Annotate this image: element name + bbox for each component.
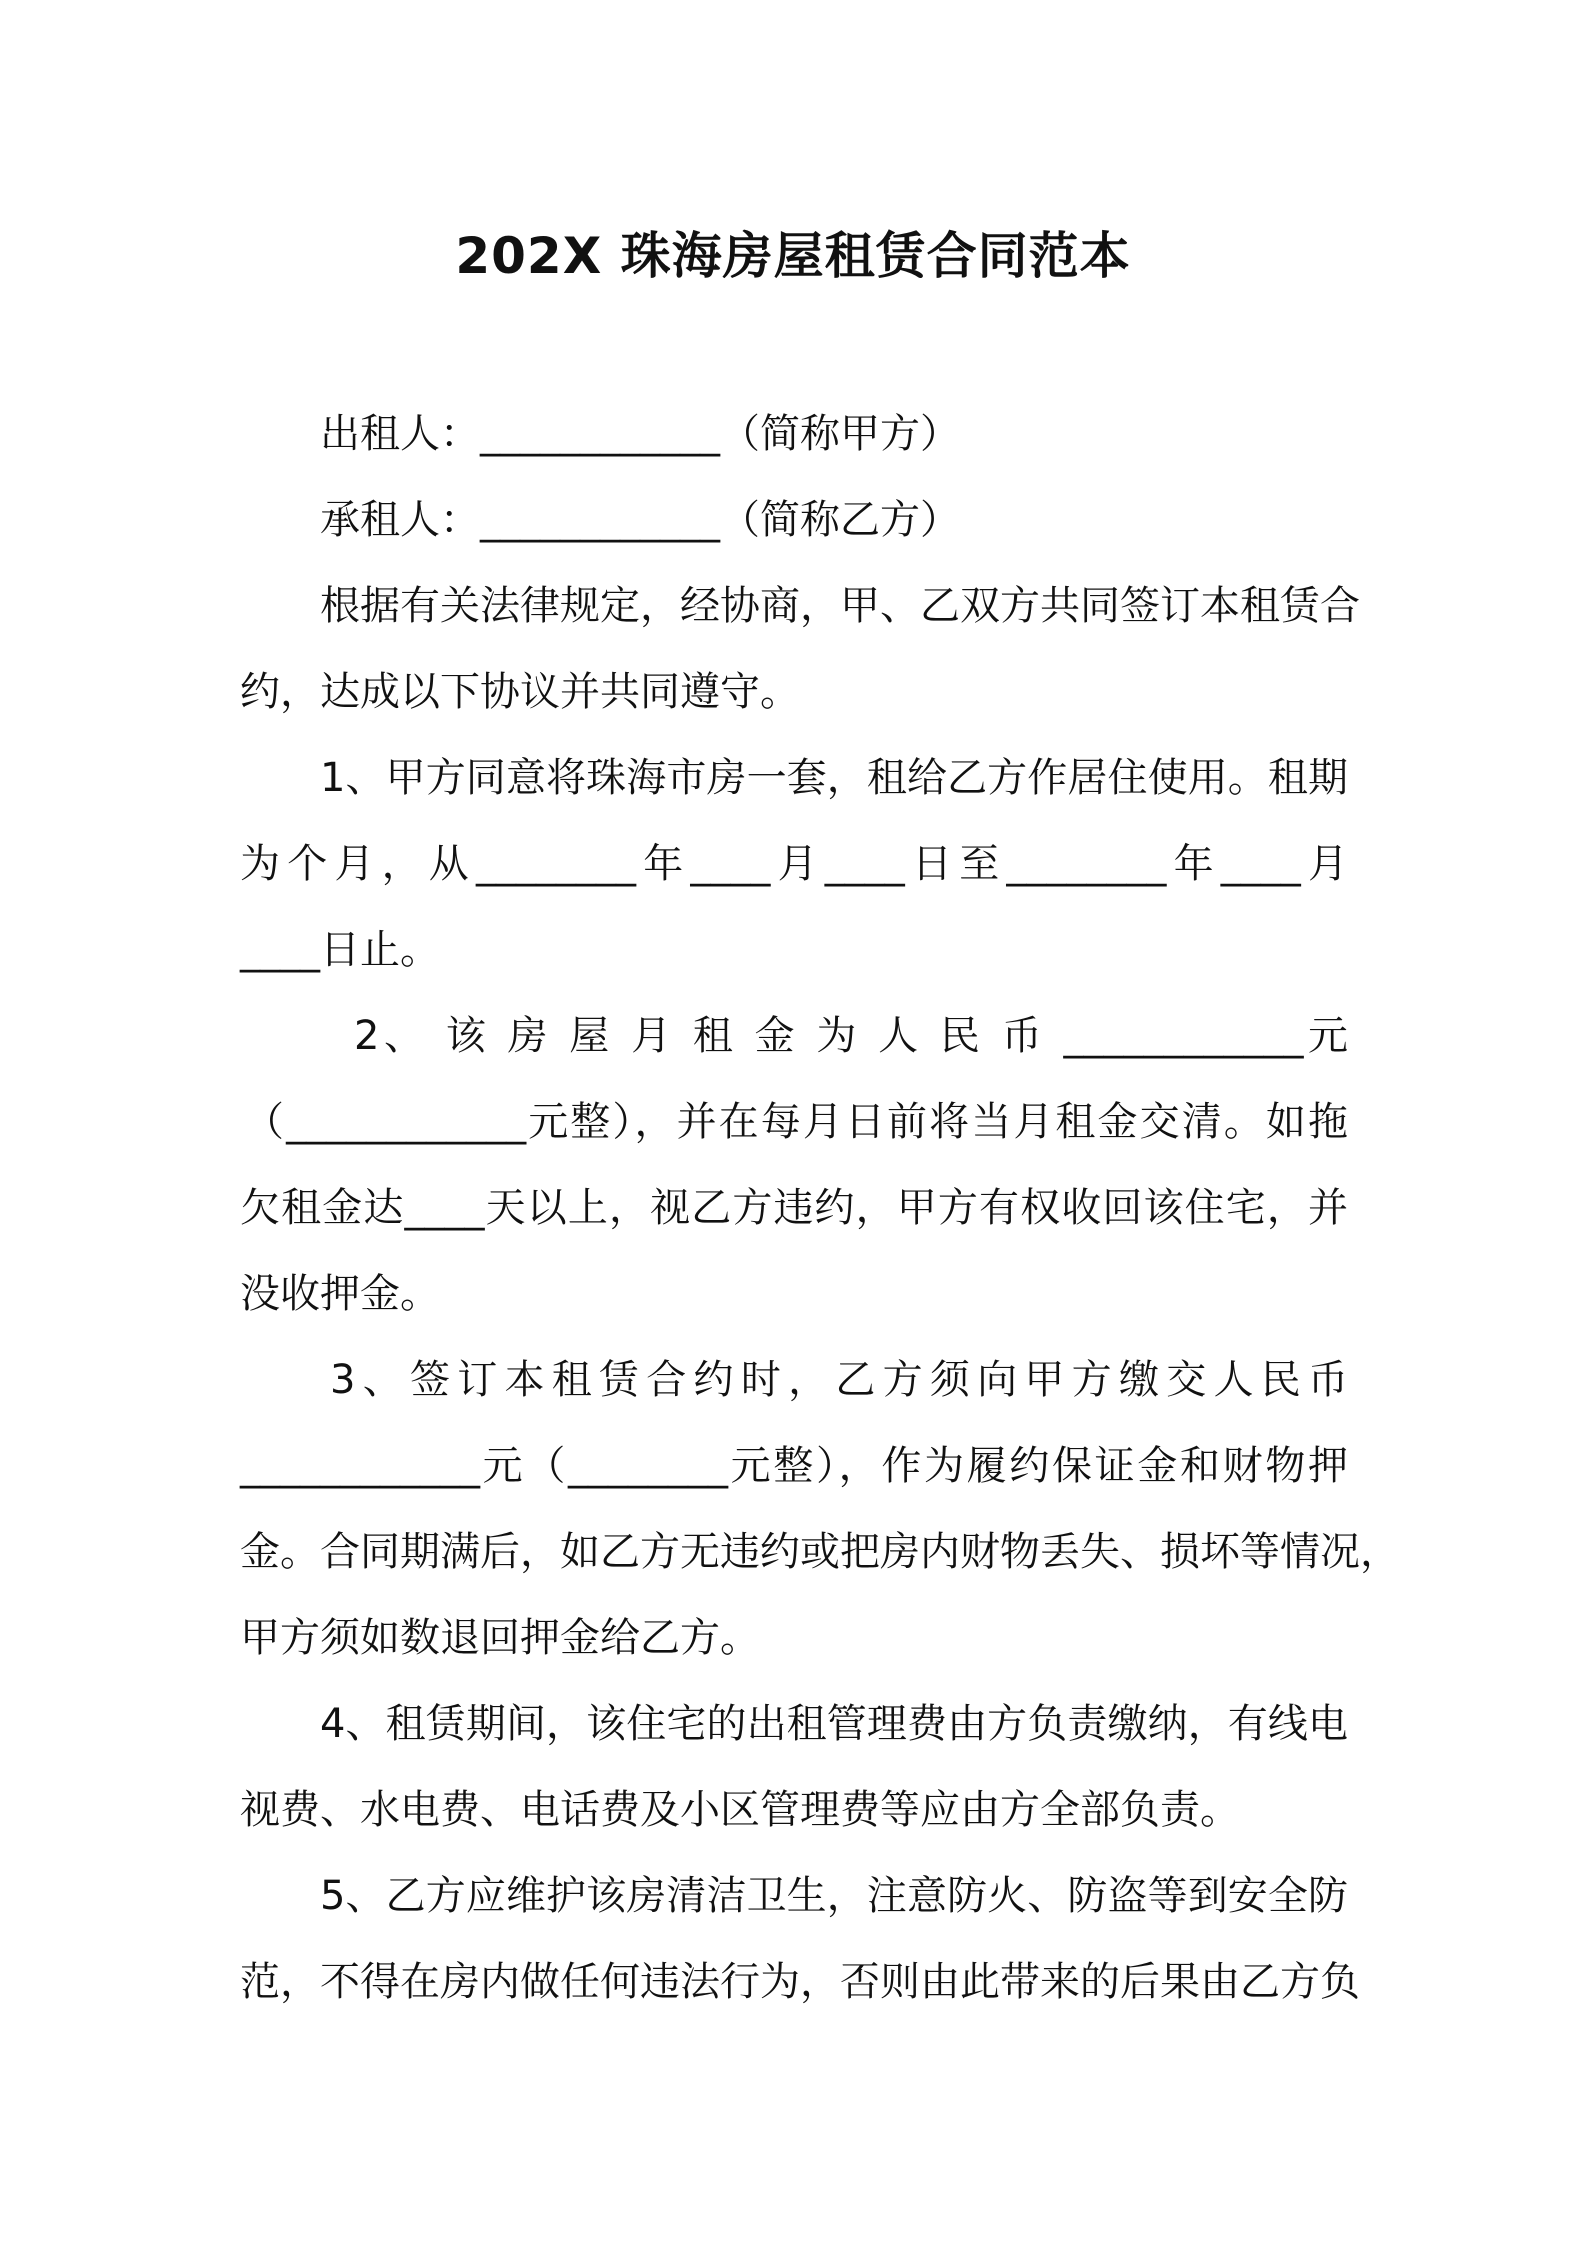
clause-3-line-3: 金。合同期满后，如乙方无违约或把房内财物丢失、损坏等情况， — [240, 1529, 1400, 1575]
clause-2-line-3: 欠租金达____天以上，视乙方违约，甲方有权收回该住宅，并 — [240, 1185, 1348, 1231]
lessor-line: 出租人：____________（简称甲方） — [320, 411, 960, 457]
clause-2-line-1: 2、 该 房 屋 月 租 金 为 人 民 币 ____________元 — [354, 1013, 1348, 1059]
clause-2-line-2: （____________元整），并在每月日前将当月租金交清。如拖 — [244, 1099, 1348, 1145]
clause-3-line-4: 甲方须如数退回押金给乙方。 — [240, 1615, 760, 1661]
clause-5-line-2: 范，不得在房内做任何违法行为，否则由此带来的后果由乙方负 — [240, 1959, 1360, 2005]
clause-1-line-1: 1、甲方同意将珠海市房一套，租给乙方作居住使用。租期 — [320, 755, 1348, 801]
clause-2-line-4: 没收押金。 — [240, 1271, 440, 1317]
preamble-line-1: 根据有关法律规定，经协商，甲、乙双方共同签订本租赁合 — [320, 583, 1360, 629]
clause-4-line-1: 4、租赁期间，该住宅的出租管理费由方负责缴纳，有线电 — [320, 1701, 1348, 1747]
clause-1-line-3: ____日止。 — [240, 927, 440, 973]
preamble-line-2: 约，达成以下协议并共同遵守。 — [240, 669, 800, 715]
clause-1-line-2: 为个月，从________年____月____日至________年____月 — [240, 841, 1348, 887]
clause-3-line-1: 3、签订本租赁合约时，乙方须向甲方缴交人民币 — [330, 1357, 1348, 1403]
lessee-line: 承租人：____________（简称乙方） — [320, 497, 960, 543]
document-title: 202X 珠海房屋租赁合同范本 — [455, 227, 1131, 285]
clause-3-line-2: ____________元（________元整），作为履约保证金和财物押 — [240, 1443, 1348, 1489]
clause-5-line-1: 5、乙方应维护该房清洁卫生，注意防火、防盗等到安全防 — [320, 1873, 1348, 1919]
clause-4-line-2: 视费、水电费、电话费及小区管理费等应由方全部负责。 — [240, 1787, 1240, 1833]
